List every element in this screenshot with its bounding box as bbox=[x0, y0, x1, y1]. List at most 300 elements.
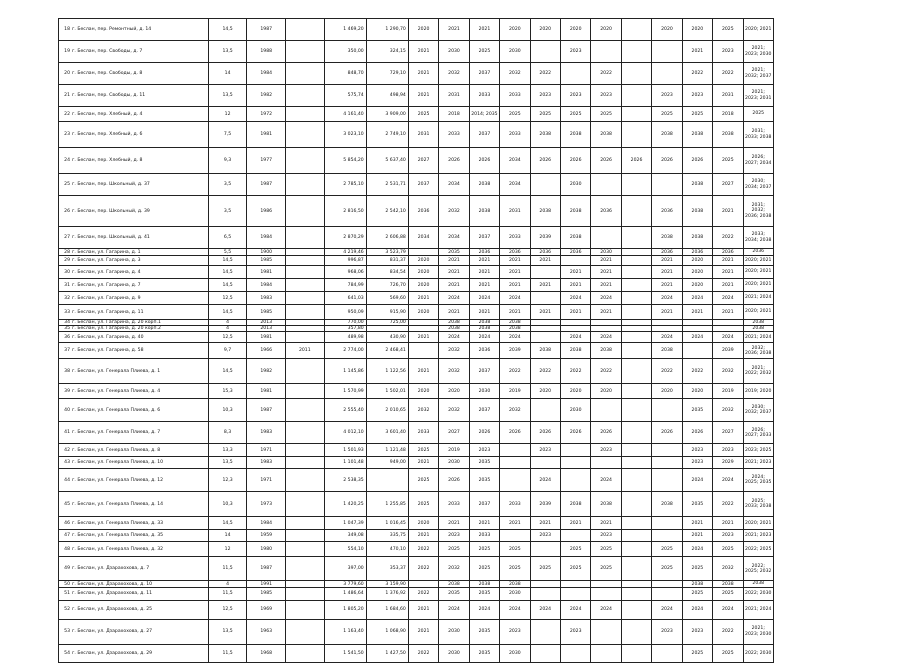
cell-planned-years: 2025; 2033; 2038 bbox=[743, 492, 774, 517]
table-row bbox=[59, 305, 774, 320]
cell-gas-year: 2023 bbox=[682, 619, 712, 644]
cell-wall-wear: 3,5 bbox=[208, 196, 247, 227]
cell-elevator-year bbox=[621, 619, 651, 644]
cell-gas-year: 2020 bbox=[682, 19, 712, 41]
cell-planned-years: 2031; 2032; 2036; 2038 bbox=[743, 196, 774, 227]
cell-elevator-year bbox=[621, 530, 651, 542]
cell-facade-year: 2038 bbox=[439, 326, 469, 332]
address-text: г. Беслан, ул. Генерала Плиева, д. 35 bbox=[72, 533, 164, 539]
cell-facade-year: 2024 bbox=[439, 292, 469, 305]
cell-sewer-year: 2022 bbox=[591, 63, 621, 85]
cell-heating-year: 2023 bbox=[500, 619, 530, 644]
cell-build-year: 1983 bbox=[247, 457, 286, 469]
cell-cold-water-year: 2038 bbox=[560, 492, 590, 517]
cell-build-year: 1968 bbox=[247, 644, 286, 662]
cell-living-area: 1 684,60 bbox=[366, 600, 408, 619]
row-number: 26 bbox=[64, 208, 70, 214]
row-number: 37 bbox=[64, 348, 70, 354]
cell-elevator-year bbox=[621, 359, 651, 384]
cell-facade-year: 2033 bbox=[439, 492, 469, 517]
cell-planned-years: 2033; 2034; 2038 bbox=[743, 227, 774, 249]
table-row bbox=[59, 517, 774, 530]
address-text: г. Беслан, ул. Гагарина, д. 11 bbox=[72, 309, 144, 315]
cell-heating-year: 2032 bbox=[500, 63, 530, 85]
cell-basement-year: 2037 bbox=[469, 122, 499, 148]
cell-basement-year: 2021 bbox=[469, 279, 499, 292]
cell-facade-year: 2026 bbox=[439, 469, 469, 492]
cell-foundation-year: 2025 bbox=[713, 542, 743, 557]
cell-build-year: 1971 bbox=[247, 469, 286, 492]
cell-foundation-year: 2031 bbox=[713, 85, 743, 107]
cell-hot-water-year: 2023 bbox=[530, 444, 560, 457]
cell-heating-year: 2024 bbox=[500, 292, 530, 305]
cell-elevator-year bbox=[621, 517, 651, 530]
row-number: 31 bbox=[64, 282, 70, 288]
cell-cold-water-year: 2023 bbox=[560, 85, 590, 107]
cell-address bbox=[59, 492, 209, 517]
table-row bbox=[59, 63, 774, 85]
cell-basement-year: 2037 bbox=[469, 492, 499, 517]
table-row bbox=[59, 227, 774, 249]
cell-foundation-year: 2027 bbox=[713, 174, 743, 196]
cell-wall-wear: 7,5 bbox=[208, 122, 247, 148]
cell-wall-wear: 14 bbox=[208, 63, 247, 85]
cell-basement-year: 2021 bbox=[469, 266, 499, 279]
cell-basement-year: 2035 bbox=[469, 644, 499, 662]
cell-total-area: 2 816,50 bbox=[324, 196, 366, 227]
table-row bbox=[59, 41, 774, 63]
cell-address bbox=[59, 148, 209, 174]
cell-sewer-year: 2021 bbox=[591, 517, 621, 530]
cell-cold-water-year: 2024 bbox=[560, 600, 590, 619]
cell-gas-year: 2035 bbox=[682, 399, 712, 422]
cell-sewer-year: 2024 bbox=[591, 469, 621, 492]
cell-roof-year: 2031 bbox=[408, 122, 438, 148]
row-number: 52 bbox=[64, 607, 70, 613]
cell-heating-year: 2025 bbox=[500, 557, 530, 581]
cell-living-area: 498,94 bbox=[366, 85, 408, 107]
cell-living-area: 725,00 bbox=[366, 320, 408, 326]
cell-address bbox=[59, 174, 209, 196]
row-number: 43 bbox=[64, 460, 70, 466]
cell-planned-years: 2021; 2022; 2032 bbox=[743, 359, 774, 384]
address-text: г. Беслан, ул. Генерала Плиева, д. 6 bbox=[72, 407, 161, 413]
cell-heating-year bbox=[500, 444, 530, 457]
row-number: 34 bbox=[64, 320, 70, 326]
row-number: 24 bbox=[64, 158, 70, 163]
cell-heating-year: 2036 bbox=[500, 249, 530, 256]
cell-electric-year: 2025 bbox=[652, 107, 682, 122]
cell-roof-year bbox=[408, 343, 438, 359]
cell-hot-water-year bbox=[530, 41, 560, 63]
cell-wall-wear: 11,5 bbox=[208, 557, 247, 581]
cell-electric-year: 2021 bbox=[652, 256, 682, 266]
address-text: г. Беслан, пер. Свободы, д. 7 bbox=[72, 49, 143, 54]
cell-wall-wear: 5,5 bbox=[208, 249, 247, 256]
cell-gas-year: 2025 bbox=[682, 587, 712, 600]
cell-roof-year: 2034 bbox=[408, 227, 438, 249]
cell-wall-wear: 10,3 bbox=[208, 492, 247, 517]
cell-foundation-year: 2022 bbox=[713, 227, 743, 249]
cell-planned-years: 2030; 2034; 2037 bbox=[743, 174, 774, 196]
row-number: 29 bbox=[64, 258, 70, 263]
table-row bbox=[59, 422, 774, 444]
cell-total-area: 1 570,99 bbox=[324, 384, 366, 399]
cell-elevator-year bbox=[621, 279, 651, 292]
cell-hot-water-year: 2020 bbox=[530, 384, 560, 399]
cell-foundation-year: 2021 bbox=[713, 256, 743, 266]
cell-roof-year: 2025 bbox=[408, 107, 438, 122]
address-text: г. Беслан, ул. Генерала Плиева, д. 14 bbox=[72, 501, 164, 507]
cell-planned-years: 2021; 2024 bbox=[743, 332, 774, 343]
cell-facade-year: 2032 bbox=[439, 399, 469, 422]
cell-living-area: 729,10 bbox=[366, 63, 408, 85]
housing-repair-schedule-table bbox=[58, 18, 774, 663]
cell-overhaul-year bbox=[286, 444, 325, 457]
cell-total-area: 1 541,50 bbox=[324, 644, 366, 662]
cell-planned-years: 2021; 2024 bbox=[743, 292, 774, 305]
cell-gas-year: 2020 bbox=[682, 279, 712, 292]
cell-address bbox=[59, 196, 209, 227]
cell-elevator-year bbox=[621, 422, 651, 444]
cell-build-year: 1985 bbox=[247, 587, 286, 600]
address-text: г. Беслан, ул. Гагарина, д. 9 bbox=[72, 295, 141, 301]
cell-living-area: 3 601,40 bbox=[366, 422, 408, 444]
address-text: г. Беслан, ул. Гагарина, д. 20 корп.2 bbox=[72, 326, 161, 332]
cell-living-area: 1 290,70 bbox=[366, 19, 408, 41]
cell-sewer-year: 2030 bbox=[591, 249, 621, 256]
cell-address bbox=[59, 279, 209, 292]
cell-wall-wear: 12,5 bbox=[208, 600, 247, 619]
cell-foundation-year: 2021 bbox=[713, 266, 743, 279]
cell-foundation-year: 2022 bbox=[713, 619, 743, 644]
cell-cold-water-year: 2024 bbox=[560, 292, 590, 305]
cell-roof-year: 2020 bbox=[408, 305, 438, 320]
cell-facade-year: 2025 bbox=[439, 542, 469, 557]
cell-address bbox=[59, 19, 209, 41]
cell-basement-year: 2038 bbox=[469, 326, 499, 332]
cell-heating-year: 2030 bbox=[500, 41, 530, 63]
cell-wall-wear: 14 bbox=[208, 530, 247, 542]
address-text: г. Беслан, ул. Гагарина, д. 3 bbox=[72, 258, 141, 263]
cell-gas-year: 2024 bbox=[682, 332, 712, 343]
cell-gas-year: 2038 bbox=[682, 196, 712, 227]
cell-gas-year: 2038 bbox=[682, 227, 712, 249]
cell-hot-water-year: 2038 bbox=[530, 122, 560, 148]
cell-build-year: 1972 bbox=[247, 107, 286, 122]
cell-wall-wear: 9,3 bbox=[208, 148, 247, 174]
cell-wall-wear: 4 bbox=[208, 581, 247, 587]
cell-heating-year: 2020 bbox=[500, 19, 530, 41]
address-text: г. Беслан, ул. Дзарахохова, д. 10 bbox=[72, 581, 153, 587]
cell-roof-year bbox=[408, 249, 438, 256]
cell-roof-year: 2037 bbox=[408, 174, 438, 196]
cell-overhaul-year bbox=[286, 542, 325, 557]
cell-foundation-year: 2022 bbox=[713, 492, 743, 517]
cell-facade-year: 2033 bbox=[439, 122, 469, 148]
cell-facade-year: 2030 bbox=[439, 41, 469, 63]
cell-cold-water-year: 2021 bbox=[560, 517, 590, 530]
cell-hot-water-year: 2026 bbox=[530, 422, 560, 444]
cell-heating-year: 2032 bbox=[500, 399, 530, 422]
cell-overhaul-year bbox=[286, 644, 325, 662]
cell-planned-years: 2021; 2023 bbox=[743, 457, 774, 469]
row-number: 48 bbox=[64, 546, 70, 552]
cell-address bbox=[59, 332, 209, 343]
table-row bbox=[59, 444, 774, 457]
cell-cold-water-year bbox=[560, 457, 590, 469]
table-row bbox=[59, 279, 774, 292]
cell-heating-year: 2025 bbox=[500, 107, 530, 122]
cell-basement-year: 2021 bbox=[469, 517, 499, 530]
cell-overhaul-year bbox=[286, 422, 325, 444]
cell-wall-wear: 12,5 bbox=[208, 332, 247, 343]
cell-sewer-year: 2023 bbox=[591, 85, 621, 107]
cell-hot-water-year bbox=[530, 587, 560, 600]
cell-overhaul-year bbox=[286, 399, 325, 422]
cell-basement-year: 2025 bbox=[469, 542, 499, 557]
cell-basement-year: 2024 bbox=[469, 292, 499, 305]
cell-address bbox=[59, 444, 209, 457]
cell-electric-year: 2023 bbox=[652, 85, 682, 107]
cell-sewer-year: 2025 bbox=[591, 107, 621, 122]
cell-planned-years: 2021; 2024 bbox=[743, 600, 774, 619]
cell-sewer-year: 2038 bbox=[591, 492, 621, 517]
cell-electric-year bbox=[652, 63, 682, 85]
cell-foundation-year: 2023 bbox=[713, 444, 743, 457]
cell-sewer-year bbox=[591, 644, 621, 662]
table-row bbox=[59, 619, 774, 644]
row-number: 19 bbox=[64, 49, 70, 54]
cell-overhaul-year bbox=[286, 384, 325, 399]
cell-facade-year: 2031 bbox=[439, 85, 469, 107]
cell-build-year: 1981 bbox=[247, 332, 286, 343]
cell-basement-year: 2035 bbox=[469, 457, 499, 469]
cell-sewer-year bbox=[591, 41, 621, 63]
cell-planned-years: 2019; 2020 bbox=[743, 384, 774, 399]
cell-build-year: 1971 bbox=[247, 444, 286, 457]
cell-roof-year: 2020 bbox=[408, 256, 438, 266]
cell-electric-year bbox=[652, 399, 682, 422]
cell-facade-year: 2030 bbox=[439, 619, 469, 644]
cell-roof-year: 2022 bbox=[408, 644, 438, 662]
cell-facade-year: 2035 bbox=[439, 249, 469, 256]
cell-roof-year: 2022 bbox=[408, 542, 438, 557]
cell-elevator-year bbox=[621, 256, 651, 266]
table-row bbox=[59, 174, 774, 196]
cell-build-year: 1981 bbox=[247, 384, 286, 399]
cell-basement-year: 2036 bbox=[469, 343, 499, 359]
cell-overhaul-year bbox=[286, 227, 325, 249]
cell-total-area: 357,80 bbox=[324, 326, 366, 332]
cell-facade-year: 2032 bbox=[439, 196, 469, 227]
cell-facade-year: 2035 bbox=[439, 587, 469, 600]
cell-overhaul-year bbox=[286, 359, 325, 384]
cell-basement-year: 2024 bbox=[469, 332, 499, 343]
cell-sewer-year: 2022 bbox=[591, 359, 621, 384]
cell-electric-year bbox=[652, 444, 682, 457]
cell-roof-year: 2020 bbox=[408, 266, 438, 279]
cell-gas-year: 2020 bbox=[682, 266, 712, 279]
cell-sewer-year: 2023 bbox=[591, 444, 621, 457]
cell-foundation-year: 2018 bbox=[713, 107, 743, 122]
cell-hot-water-year: 2022 bbox=[530, 63, 560, 85]
cell-heating-year: 2024 bbox=[500, 600, 530, 619]
cell-overhaul-year bbox=[286, 587, 325, 600]
table-row bbox=[59, 469, 774, 492]
cell-electric-year: 2021 bbox=[652, 266, 682, 279]
row-number: 45 bbox=[64, 501, 70, 507]
cell-basement-year: 2021 bbox=[469, 305, 499, 320]
cell-basement-year: 2033 bbox=[469, 85, 499, 107]
cell-address bbox=[59, 644, 209, 662]
cell-total-area: 350,00 bbox=[324, 41, 366, 63]
cell-gas-year: 2023 bbox=[682, 85, 712, 107]
cell-gas-year: 2021 bbox=[682, 41, 712, 63]
cell-hot-water-year: 2025 bbox=[530, 557, 560, 581]
cell-sewer-year: 2024 bbox=[591, 332, 621, 343]
cell-total-area: 1 486,64 bbox=[324, 587, 366, 600]
table-row bbox=[59, 256, 774, 266]
cell-address bbox=[59, 359, 209, 384]
cell-basement-year: 2037 bbox=[469, 359, 499, 384]
cell-foundation-year: 2025 bbox=[713, 148, 743, 174]
table-row bbox=[59, 359, 774, 384]
row-number: 36 bbox=[64, 334, 70, 340]
cell-planned-years: 2032; 2036; 2038 bbox=[743, 343, 774, 359]
cell-cold-water-year: 2038 bbox=[560, 227, 590, 249]
cell-sewer-year: 2021 bbox=[591, 305, 621, 320]
cell-build-year: 1982 bbox=[247, 359, 286, 384]
cell-electric-year: 2025 bbox=[652, 557, 682, 581]
cell-living-area: 3 909,00 bbox=[366, 107, 408, 122]
cell-address bbox=[59, 122, 209, 148]
cell-cold-water-year: 2038 bbox=[560, 122, 590, 148]
cell-living-area: 324,15 bbox=[366, 41, 408, 63]
cell-cold-water-year: 2022 bbox=[560, 359, 590, 384]
cell-address bbox=[59, 600, 209, 619]
cell-build-year: 1985 bbox=[247, 256, 286, 266]
cell-total-area: 1 469,20 bbox=[324, 19, 366, 41]
cell-basement-year: 2035 bbox=[469, 469, 499, 492]
address-text: г. Беслан, пер. Школьный, д. 39 bbox=[72, 208, 150, 214]
cell-electric-year: 2020 bbox=[652, 384, 682, 399]
cell-gas-year: 2038 bbox=[682, 174, 712, 196]
cell-electric-year bbox=[652, 457, 682, 469]
cell-electric-year: 2024 bbox=[652, 600, 682, 619]
cell-foundation-year: 2023 bbox=[713, 41, 743, 63]
cell-build-year: 1982 bbox=[247, 85, 286, 107]
cell-electric-year: 2036 bbox=[652, 196, 682, 227]
cell-sewer-year: 2026 bbox=[591, 148, 621, 174]
cell-total-area: 397,00 bbox=[324, 557, 366, 581]
cell-build-year: 1981 bbox=[247, 122, 286, 148]
cell-planned-years: 2025 bbox=[743, 107, 774, 122]
address-text: г. Беслан, ул. Генерала Плиева, д. 1 bbox=[72, 368, 161, 374]
cell-total-area: 3 023,10 bbox=[324, 122, 366, 148]
cell-wall-wear: 14,5 bbox=[208, 266, 247, 279]
cell-facade-year: 2018 bbox=[439, 107, 469, 122]
cell-sewer-year bbox=[591, 619, 621, 644]
row-number: 25 bbox=[64, 182, 70, 187]
cell-electric-year: 2026 bbox=[652, 148, 682, 174]
cell-heating-year: 2038 bbox=[500, 326, 530, 332]
cell-total-area: 4 012,10 bbox=[324, 422, 366, 444]
cell-hot-water-year bbox=[530, 266, 560, 279]
cell-sewer-year bbox=[591, 227, 621, 249]
cell-overhaul-year bbox=[286, 332, 325, 343]
cell-wall-wear: 14,5 bbox=[208, 279, 247, 292]
cell-total-area: 1 145,86 bbox=[324, 359, 366, 384]
address-text: г. Беслан, пер. Ремонтный, д. 14 bbox=[72, 27, 152, 32]
cell-cold-water-year: 2024 bbox=[560, 332, 590, 343]
cell-overhaul-year bbox=[286, 266, 325, 279]
cell-planned-years: 2030; 2032; 2037 bbox=[743, 399, 774, 422]
cell-electric-year: 2036 bbox=[652, 249, 682, 256]
cell-sewer-year: 2036 bbox=[591, 196, 621, 227]
cell-build-year: 1983 bbox=[247, 422, 286, 444]
cell-electric-year: 2024 bbox=[652, 332, 682, 343]
cell-facade-year: 2021 bbox=[439, 256, 469, 266]
cell-heating-year: 2021 bbox=[500, 517, 530, 530]
address-text: г. Беслан, ул. Гагарина, д. 40 bbox=[72, 334, 144, 340]
cell-living-area: 915,90 bbox=[366, 305, 408, 320]
cell-roof-year: 2021 bbox=[408, 359, 438, 384]
cell-overhaul-year bbox=[286, 457, 325, 469]
cell-planned-years: 2038 bbox=[743, 326, 774, 332]
cell-facade-year: 2024 bbox=[439, 600, 469, 619]
cell-build-year: 1991 bbox=[247, 581, 286, 587]
cell-living-area: 1 121,48 bbox=[366, 444, 408, 457]
cell-overhaul-year bbox=[286, 305, 325, 320]
cell-address bbox=[59, 256, 209, 266]
cell-heating-year: 2021 bbox=[500, 279, 530, 292]
cell-living-area: 2 468,41 bbox=[366, 343, 408, 359]
cell-living-area: 831,37 bbox=[366, 256, 408, 266]
cell-elevator-year bbox=[621, 122, 651, 148]
cell-total-area: 2 538,35 bbox=[324, 469, 366, 492]
address-text: г. Беслан, пер. Свободы, д. 8 bbox=[72, 71, 143, 76]
cell-gas-year: 2025 bbox=[682, 557, 712, 581]
table-row bbox=[59, 343, 774, 359]
cell-wall-wear: 13,5 bbox=[208, 41, 247, 63]
cell-hot-water-year: 2021 bbox=[530, 279, 560, 292]
cell-facade-year: 2021 bbox=[439, 279, 469, 292]
row-number: 21 bbox=[64, 93, 70, 98]
cell-address bbox=[59, 249, 209, 256]
cell-basement-year: 2030 bbox=[469, 384, 499, 399]
address-text: г. Беслан, ул. Гагарина, д. 20 корп.1 bbox=[72, 320, 161, 326]
cell-cold-water-year bbox=[560, 469, 590, 492]
cell-elevator-year bbox=[621, 41, 651, 63]
cell-roof-year: 2025 bbox=[408, 469, 438, 492]
cell-overhaul-year bbox=[286, 63, 325, 85]
cell-living-area: 726,70 bbox=[366, 279, 408, 292]
cell-planned-years: 2023; 2025 bbox=[743, 444, 774, 457]
cell-elevator-year bbox=[621, 343, 651, 359]
cell-hot-water-year: 2039 bbox=[530, 227, 560, 249]
cell-gas-year: 2024 bbox=[682, 600, 712, 619]
cell-wall-wear: 11,5 bbox=[208, 587, 247, 600]
cell-hot-water-year bbox=[530, 399, 560, 422]
cell-heating-year: 2033 bbox=[500, 122, 530, 148]
cell-build-year: 1985 bbox=[247, 305, 286, 320]
cell-heating-year bbox=[500, 530, 530, 542]
cell-hot-water-year bbox=[530, 174, 560, 196]
cell-planned-years: 2021; 2023; 2030 bbox=[743, 619, 774, 644]
cell-gas-year: 2026 bbox=[682, 422, 712, 444]
cell-heating-year: 2019 bbox=[500, 384, 530, 399]
